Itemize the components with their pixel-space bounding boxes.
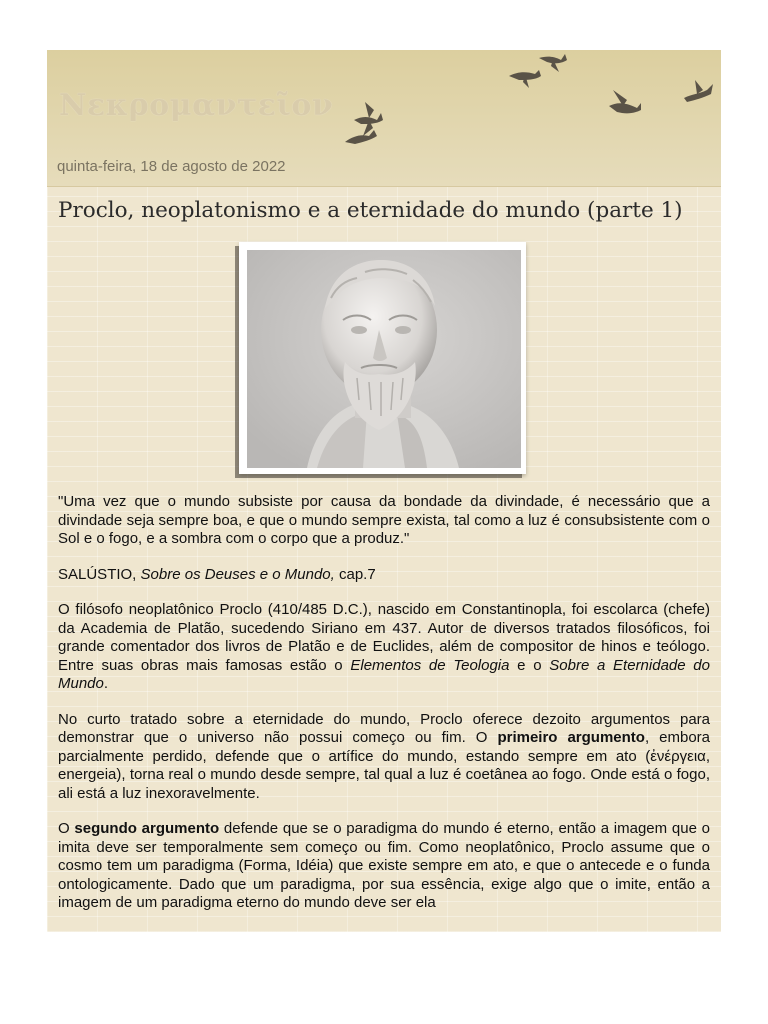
paragraph-text: No curto tratado sobre a eternidade do mundo, Proclo oferece dezoito argumentos para demonstrar que o universo não possui começo ou fim. O <box>58 710 710 746</box>
blog-header <box>47 50 721 187</box>
work-title: Elementos de Teologia <box>350 656 510 674</box>
paragraph-second-argument <box>58 820 710 913</box>
paragraph-text: O <box>58 820 75 837</box>
blog-page <box>47 50 721 932</box>
paragraph-text: O filósofo neoplatônico Proclo (410/485 D.C.), nascido em Constantinopla, foi escolarca (chefe) da Academia de Platão, sucedendo Siriano em 437. Autor de diversos tratados filosóficos, foi grande comentador dos livros de Platão e de Euclides, além de compositor de hinos e teólogo. Entre suas obras mais famosas estão o <box>58 601 710 674</box>
paragraph-intro <box>58 601 710 694</box>
post-title[interactable]: Proclo, neoplatonismo e a eternidade do mundo (parte 1) <box>58 198 683 223</box>
proclus-bust-image[interactable] <box>247 250 521 468</box>
post-date: quinta-feira, 18 de agosto de 2022 <box>57 158 286 175</box>
citation-work: Sobre os Deuses e o Mundo, <box>140 565 335 583</box>
paragraph-text: defende que se o paradigma do mundo é eterno, então a imagem que o imita deve ser temporalmente sem começo ou fim. Como neoplatônico, Proclo assume que o cosmo tem um paradigma (Forma, Idéia) que existe sempre em ato, e que o antecede e o funda ontologicamente. Dado que um paradigma, por sua essência, exige algo que o imite, então a imagem de um paradigma eterno do mundo deve ser ela <box>58 820 710 911</box>
argument-heading: segundo argumento <box>74 820 220 837</box>
work-title: Sobre a Eternidade do Mundo <box>58 656 710 692</box>
citation-author: SALÚSTIO, <box>58 565 141 583</box>
quote-citation <box>58 566 710 585</box>
paragraph-first-argument <box>58 711 710 804</box>
paragraph-text: . <box>103 675 109 692</box>
opening-quote: "Uma vez que o mundo subsiste por causa da bondade da divindade, é necessário que a divindade seja sempre boa, e que o mundo sempre exista, tal como a luz é consubsistente com o Sol e o fogo, e a sombra com o corpo que a produz." <box>58 493 710 547</box>
paragraph-text: , embora parcialmente perdido, defende que o artífice do mundo, estando sempre em ato (ἐνέργεια, energeia), torna real o mundo desde sempre, tal qual a luz é coetânea ao fogo. Onde está o fogo, ali está a luz inexoravelmente. <box>58 729 711 802</box>
post-image-frame[interactable] <box>239 242 526 474</box>
blog-title[interactable]: Νεκρομαντεῖον <box>59 88 334 123</box>
paragraph-text: e o <box>509 656 550 674</box>
citation-ref: cap.7 <box>334 565 376 583</box>
post-body <box>58 493 710 913</box>
bust-illustration <box>247 250 521 468</box>
argument-heading: primeiro argumento <box>497 729 645 746</box>
